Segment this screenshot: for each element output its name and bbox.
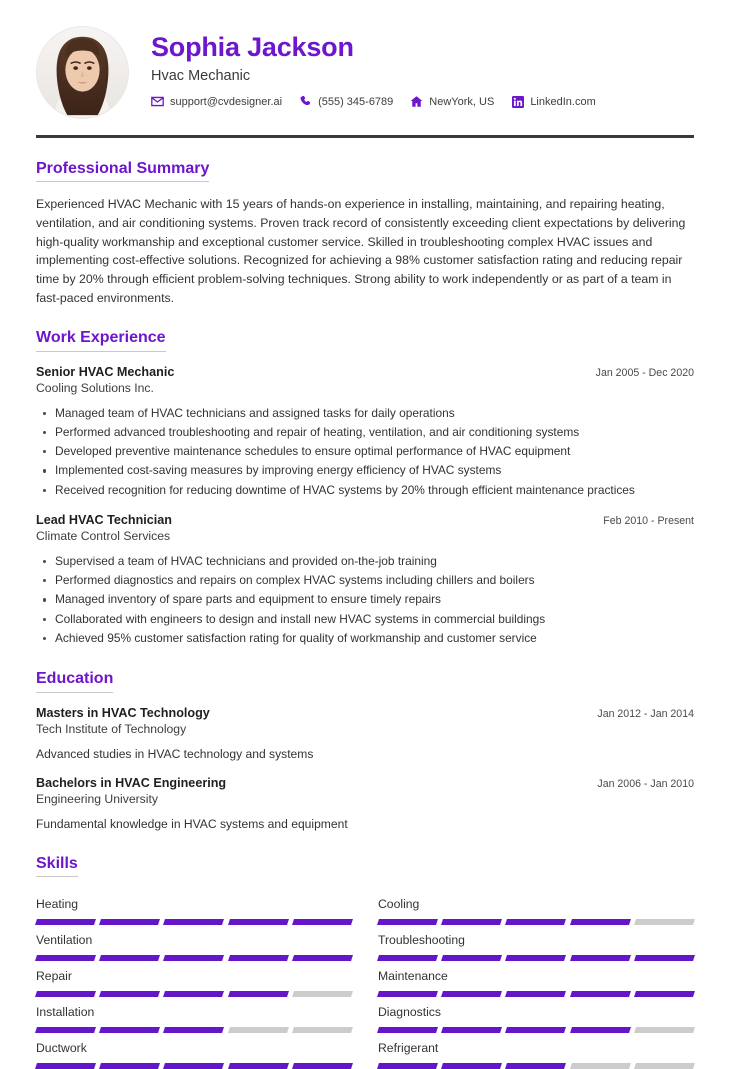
contact-linkedin[interactable] [511, 95, 595, 108]
list-item: Managed inventory of spare parts and equipment to ensure timely repairs [55, 590, 694, 609]
skill-item [378, 961, 694, 997]
contact-list [151, 95, 694, 108]
skill-segment [163, 955, 224, 961]
education-entry-degree: Masters in HVAC Technology [36, 705, 210, 720]
work-entry-organization: Climate Control Services [36, 528, 171, 543]
section-title-education: Education [36, 669, 113, 692]
linkedin-icon [511, 95, 524, 108]
skill-segment [570, 919, 631, 925]
skill-segment [377, 919, 438, 925]
skill-segment [570, 1027, 631, 1033]
contact-location[interactable] [410, 95, 494, 108]
skill-name: Refrigerant [378, 1040, 439, 1055]
skill-segment [35, 955, 96, 961]
section-title-skills: Skills [36, 854, 78, 877]
skill-name: Ductwork [36, 1040, 87, 1055]
skill-item [378, 997, 694, 1033]
section-education [36, 669, 694, 832]
skill-name: Installation [36, 1004, 95, 1019]
education-entry-institution: Engineering University [36, 791, 158, 806]
contact-phone-text: (555) 345-6789 [318, 95, 394, 108]
skill-name: Repair [36, 968, 72, 983]
skill-segment [634, 991, 695, 997]
skill-segment [228, 955, 289, 961]
contact-email-text: support@cvdesigner.ai [170, 95, 283, 108]
skill-level-bar [36, 919, 352, 925]
skill-name: Cooling [378, 896, 420, 911]
skill-item [378, 925, 694, 961]
work-entry-date: Feb 2010 - Present [603, 514, 694, 527]
skill-segment [99, 955, 160, 961]
skill-segment [35, 991, 96, 997]
skill-item [36, 1033, 352, 1069]
skill-segment [505, 919, 566, 925]
skill-segment [35, 919, 96, 925]
work-entry-organization: Cooling Solutions Inc. [36, 380, 154, 395]
skill-level-bar [378, 991, 694, 997]
skill-item [36, 997, 352, 1033]
skill-item [378, 1033, 694, 1069]
skill-segment [35, 1027, 96, 1033]
skill-segment [99, 919, 160, 925]
education-entry [36, 706, 694, 763]
list-item: Achieved 95% customer satisfaction rating for quality of workmanship and customer service [55, 629, 694, 648]
education-entry-degree: Bachelors in HVAC Engineering [36, 775, 227, 790]
skill-segment [292, 919, 353, 925]
skill-segment [228, 919, 289, 925]
work-entry [36, 365, 694, 500]
work-entry-role: Lead HVAC Technician [36, 512, 172, 527]
skill-segment [634, 1027, 695, 1033]
education-entry-head [36, 706, 694, 720]
list-item: Performed advanced troubleshooting and repair of heating, ventilation, and air conditioning systems [55, 423, 694, 442]
list-item: Performed diagnostics and repairs on complex HVAC systems including chillers and boilers [55, 571, 694, 590]
education-entry-description: Advanced studies in HVAC technology and systems [36, 746, 314, 761]
education-entry-date: Jan 2006 - Jan 2010 [597, 777, 694, 790]
skill-segment [99, 991, 160, 997]
skill-level-bar [378, 1063, 694, 1069]
skill-segment [228, 1063, 289, 1069]
skill-segment [441, 991, 502, 997]
work-entry-head [36, 365, 694, 379]
skill-segment [228, 1027, 289, 1033]
skill-item [36, 925, 352, 961]
skill-item [36, 961, 352, 997]
email-icon [151, 95, 164, 108]
skill-level-bar [378, 919, 694, 925]
list-item: Collaborated with engineers to design and install new HVAC systems in commercial buildings [55, 610, 694, 629]
work-entry-bullets [36, 404, 694, 500]
skill-segment [163, 1027, 224, 1033]
skill-segment [505, 1027, 566, 1033]
skill-segment [505, 991, 566, 997]
skill-level-bar [36, 1063, 352, 1069]
skill-segment [634, 919, 695, 925]
skill-name: Heating [36, 896, 79, 911]
list-item: Managed team of HVAC technicians and assigned tasks for daily operations [55, 404, 694, 423]
skill-segment [99, 1027, 160, 1033]
skill-segment [441, 955, 502, 961]
skill-segment [441, 1027, 502, 1033]
section-title-work-experience: Work Experience [36, 328, 166, 351]
header-text-block [151, 26, 694, 108]
skill-segment [228, 991, 289, 997]
skill-segment [377, 1027, 438, 1033]
work-entry-bullets [36, 552, 694, 648]
section-professional-summary [36, 159, 694, 307]
skill-segment [441, 1063, 502, 1069]
contact-email[interactable] [151, 95, 282, 108]
education-entry-date: Jan 2012 - Jan 2014 [597, 707, 694, 720]
contact-location-text: NewYork, US [429, 95, 495, 108]
phone-icon [299, 95, 312, 108]
skill-segment [570, 1063, 631, 1069]
skill-segment [35, 1063, 96, 1069]
skill-segment [377, 1063, 438, 1069]
skill-name: Troubleshooting [378, 932, 465, 947]
job-title: Hvac Mechanic [151, 68, 251, 85]
skill-name: Ventilation [36, 932, 93, 947]
skill-name: Diagnostics [378, 1004, 441, 1019]
skill-segment [377, 991, 438, 997]
skill-segment [634, 1063, 695, 1069]
skill-segment [163, 1063, 224, 1069]
header-divider [36, 135, 694, 138]
skills-grid [36, 889, 694, 1069]
skill-segment [634, 955, 695, 961]
skill-segment [505, 1063, 566, 1069]
section-skills [36, 854, 694, 1069]
home-icon [410, 95, 423, 108]
skill-level-bar [36, 1027, 352, 1033]
contact-linkedin-text: LinkedIn.com [530, 95, 596, 108]
skill-segment [163, 919, 224, 925]
skill-level-bar [378, 1027, 694, 1033]
section-work-experience [36, 328, 694, 648]
skill-segment [292, 955, 353, 961]
work-entry-role: Senior HVAC Mechanic [36, 364, 175, 379]
resume-header [36, 26, 694, 129]
skill-segment [292, 1063, 353, 1069]
skill-segment [570, 955, 631, 961]
skill-segment [292, 1027, 353, 1033]
profile-photo-icon [37, 27, 128, 118]
list-item: Implemented cost-saving measures by improving energy efficiency of HVAC systems [55, 461, 694, 480]
education-entry-description: Fundamental knowledge in HVAC systems and equipment [36, 816, 348, 831]
summary-text: Experienced HVAC Mechanic with 15 years of hands-on experience in installing, maintaining, and repairing heating, ventilation, and air conditioning systems. Proven track record of consistently exceeding client expectations by delivering high-quality workmanship and exceptional customer service. Skilled in troubleshooting complex HVAC issues and implementing cost-effective solutions. Recognized for achieving a 98% customer satisfaction rating and reducing repair time by 20% through efficient problem-solving techniques. Strong ability to work independently or as part of a team in fast-paced environments. [36, 197, 686, 305]
list-item: Developed preventive maintenance schedules to ensure optimal performance of HVAC equipment [55, 442, 694, 461]
skill-segment [441, 919, 502, 925]
skill-segment [570, 991, 631, 997]
skill-segment [505, 955, 566, 961]
section-title-summary: Professional Summary [36, 159, 209, 182]
education-entry-institution: Tech Institute of Technology [36, 721, 187, 736]
work-entry [36, 513, 694, 648]
contact-phone[interactable] [299, 95, 393, 108]
skill-segment [99, 1063, 160, 1069]
list-item: Supervised a team of HVAC technicians and provided on-the-job training [55, 552, 694, 571]
skill-item [36, 889, 352, 925]
work-entry-head [36, 513, 694, 527]
skill-name: Maintenance [378, 968, 448, 983]
skill-level-bar [378, 955, 694, 961]
skill-item [378, 889, 694, 925]
page-title: Sophia Jackson [151, 32, 354, 62]
work-entry-date: Jan 2005 - Dec 2020 [595, 366, 694, 379]
skill-level-bar [36, 991, 352, 997]
education-entry-head [36, 776, 694, 790]
avatar [36, 26, 129, 119]
skill-segment [377, 955, 438, 961]
skill-level-bar [36, 955, 352, 961]
skill-segment [163, 991, 224, 997]
education-entry [36, 776, 694, 833]
list-item: Received recognition for reducing downtime of HVAC systems by 20% through efficient maintenance practices [55, 481, 694, 500]
skill-segment [292, 991, 353, 997]
